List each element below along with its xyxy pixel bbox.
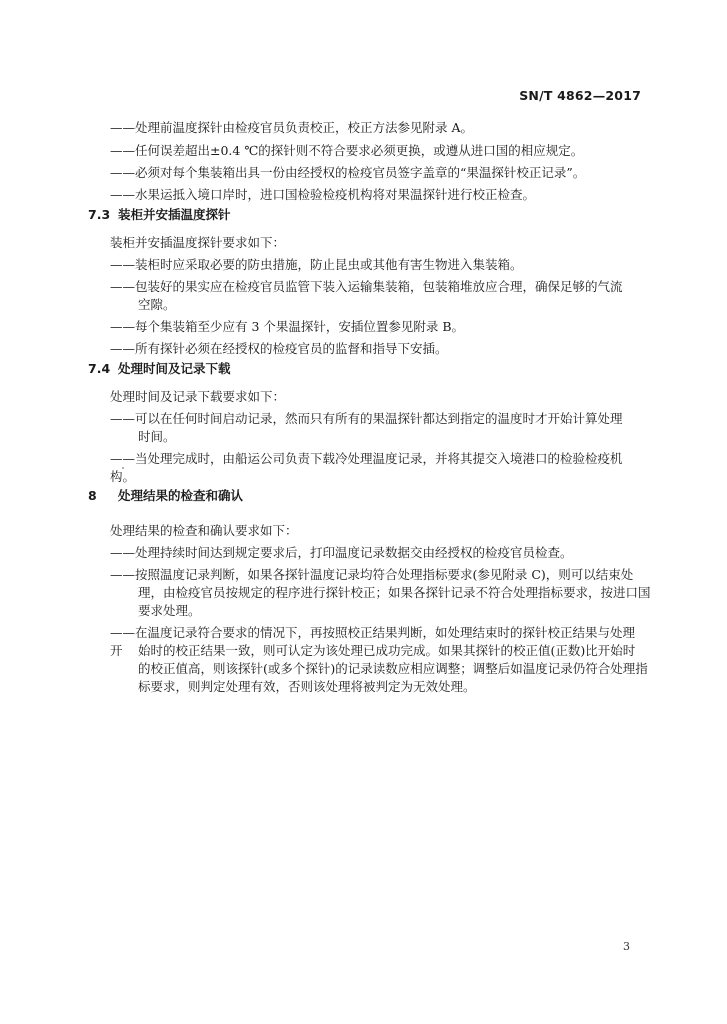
section-title: 处理结果的检查和确认	[118, 488, 244, 503]
list-item-continuation: 理，由检疫官员按规定的程序进行探针校正；如果各探针记录不符合处理指标要求，按进口国	[138, 585, 651, 600]
list-item: ——任何误差超出±0.4 ℃的探针则不符合要求必须更换，或遵从进口国的相应规定。	[110, 143, 584, 158]
list-item-continuation: 空隙。	[138, 297, 176, 312]
scan-speck	[122, 467, 124, 469]
section-intro: 处理结果的检查和确认要求如下：	[110, 523, 298, 538]
page-number: 3	[623, 940, 630, 953]
list-item: ——必须对每个集装箱出具一份由经授权的检疫官员签字盖章的“果温探针校正记录”。	[110, 165, 586, 180]
list-item: ——包装好的果实应在检疫官员监管下装入运输集装箱，包装箱堆放应合理，确保足够的气流	[110, 279, 623, 294]
section-intro: 装柜并安插温度探针要求如下：	[110, 235, 286, 250]
list-item: ——处理前温度探针由检疫官员负责校正，校正方法参见附录 A。	[110, 120, 474, 135]
list-item-continuation: 要求处理。	[138, 603, 201, 618]
list-item: ——装柜时应采取必要的防虫措施，防止昆虫或其他有害生物进入集装箱。	[110, 257, 523, 272]
section-number: 7.3	[88, 207, 111, 222]
section-heading-7-3	[88, 206, 231, 224]
list-item: ——按照温度记录判断，如果各探针温度记录均符合处理指标要求(参见附录 C)，则可以结束处	[110, 567, 634, 582]
section-title: 装柜并安插温度探针	[118, 207, 231, 222]
section-heading-8	[88, 487, 243, 505]
list-item-continuation: 的校正值高，则该探针(或多个探针)的记录读数应相应调整；调整后如温度记录仍符合处理指	[138, 661, 648, 676]
list-item-continuation: 始时的校正结果一致，则可认定为该处理已成功完成。如果其探针的校正值(正数)比开始时	[138, 643, 636, 658]
list-item-continuation: 标要求，则判定处理有效，否则该处理将被判定为无效处理。	[138, 679, 476, 694]
section-number: 8	[88, 488, 97, 503]
list-item: ——每个集装箱至少应有 3 个果温探针，安插位置参见附录 B。	[110, 319, 465, 334]
section-number: 7.4	[88, 361, 111, 376]
list-item: ——所有探针必须在经授权的检疫官员的监督和指导下安插。	[110, 341, 448, 356]
list-item: ——处理持续时间达到规定要求后，打印温度记录数据交由经授权的检疫官员检查。	[110, 545, 573, 560]
list-item: ——当处理完成时，由船运公司负责下载冷处理温度记录，并将其提交入境港口的检验检疫机构。	[110, 451, 623, 484]
section-intro: 处理时间及记录下载要求如下：	[110, 389, 286, 404]
list-item-continuation: 时间。	[138, 429, 176, 444]
list-item: ——在温度记录符合要求的情况下，再按照校正结果判断，如处理结束时的探针校正结果与处理开	[110, 625, 636, 658]
section-title: 处理时间及记录下载	[118, 361, 231, 376]
standard-code: SN/T 4862—2017	[519, 88, 641, 103]
list-item: ——可以在任何时间启动记录，然而只有所有的果温探针都达到指定的温度时才开始计算处理	[110, 411, 623, 426]
list-item: ——水果运抵入境口岸时，进口国检验检疫机构将对果温探针进行校正检查。	[110, 187, 536, 202]
section-heading-7-4	[88, 360, 231, 378]
